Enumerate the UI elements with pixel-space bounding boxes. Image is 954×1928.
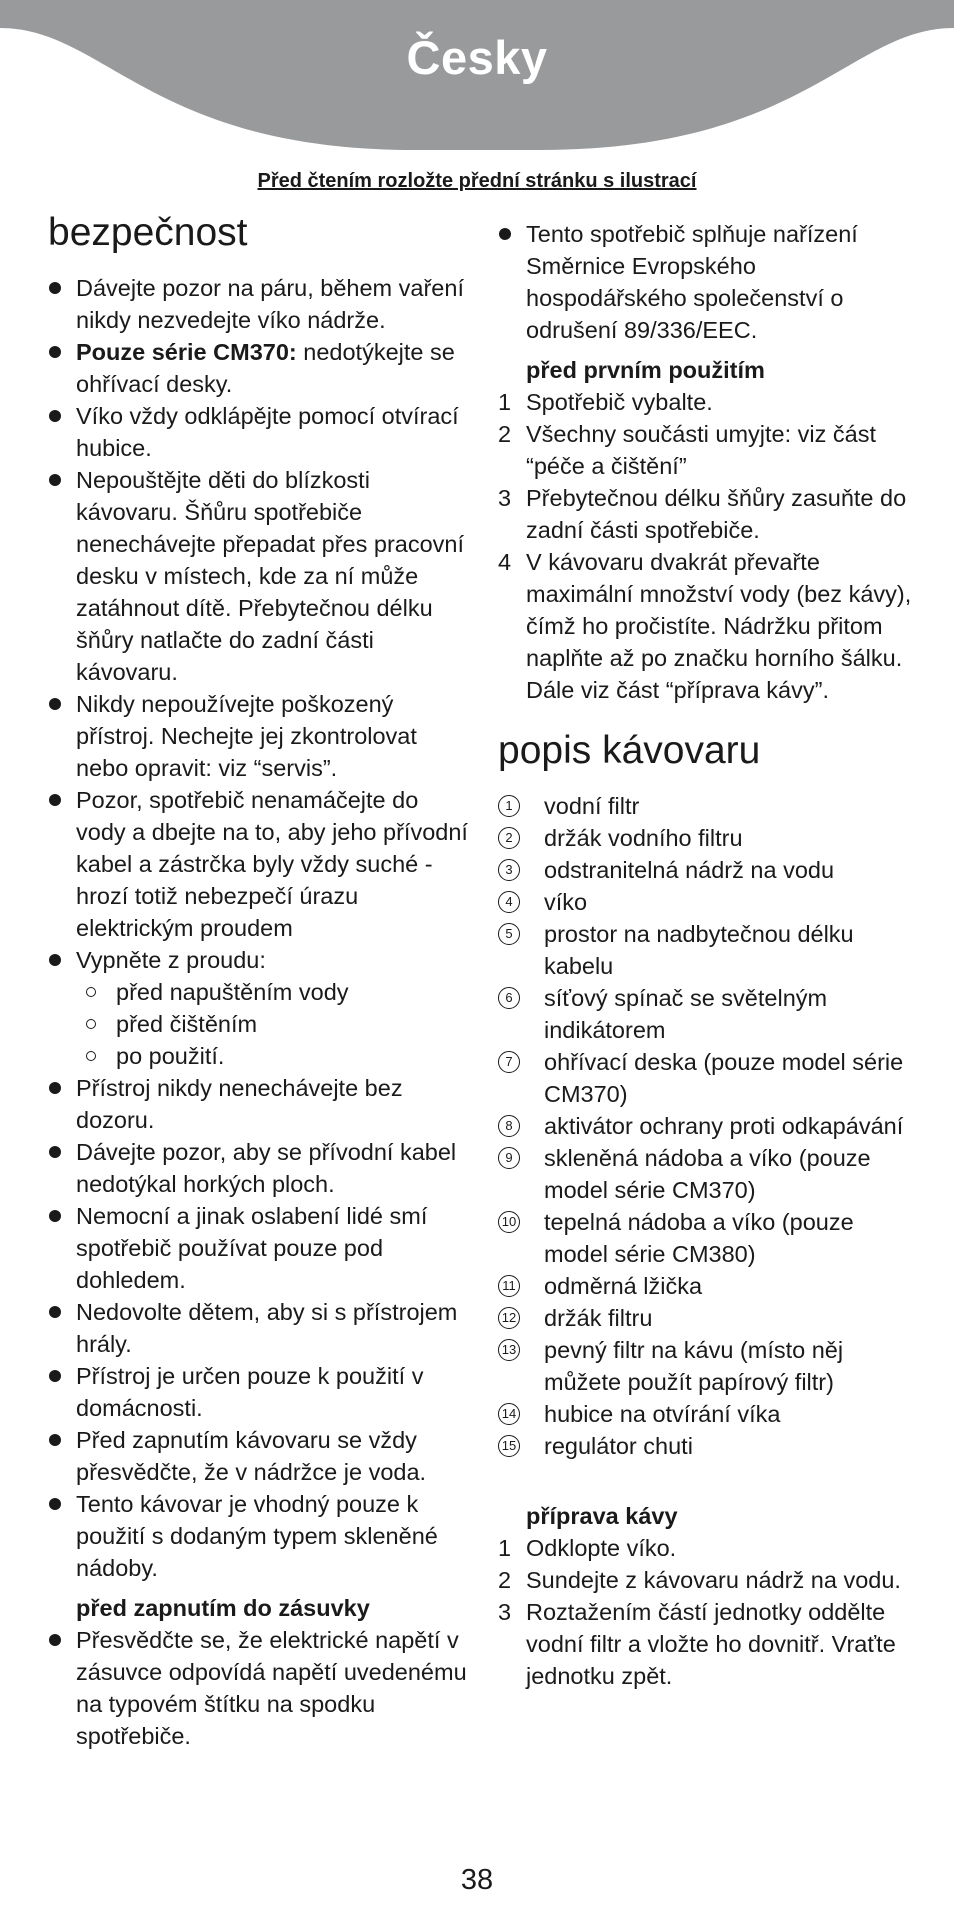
plug-heading: před zapnutím do zásuvky xyxy=(76,1595,370,1621)
circled-number: 6 xyxy=(498,987,520,1009)
list-item: 3 Roztažením částí jednotky oddělte vodní filtr a vložte ho dovnitř. Vraťte jednotku zpět. xyxy=(498,1599,896,1689)
bullet-icon xyxy=(49,1634,61,1646)
list-item: Před zapnutím kávovaru se vždy přesvědčte, že v nádržce je voda. xyxy=(48,1424,468,1488)
list-item: před napuštěním vody xyxy=(48,976,468,1008)
safety-heading: bezpečnost xyxy=(48,211,248,254)
list-item: 3 odstranitelná nádrž na vodu xyxy=(498,854,923,886)
list-item: Dávejte pozor na páru, během vaření nikdy nezvedejte víko nádrže. xyxy=(48,272,468,336)
list-item: 9 skleněná nádoba a víko (pouze model série CM370) xyxy=(498,1142,923,1206)
list-item: po použití. xyxy=(48,1040,468,1072)
unplug-list xyxy=(48,976,468,1072)
brewing-steps xyxy=(498,1532,923,1692)
list-item: Vypněte z proudu: xyxy=(48,944,468,976)
circled-number: 3 xyxy=(498,859,520,881)
list-item: Přístroj je určen pouze k použití v domácnosti. xyxy=(48,1360,468,1424)
list-item: 2 Sundejte z kávovaru nádrž na vodu. xyxy=(498,1567,901,1593)
safety-list-continued xyxy=(48,1072,468,1584)
list-item: 11 odměrná lžička xyxy=(498,1270,923,1302)
list-item: Nikdy nepoužívejte poškozený přístroj. Nechejte jej zkontrolovat nebo opravit: viz “servis”. xyxy=(48,688,468,784)
list-item: 6 síťový spínač se světelným indikátorem xyxy=(498,982,923,1046)
circled-number: 2 xyxy=(498,827,520,849)
list-item: Víko vždy odklápějte pomocí otvírací hubice. xyxy=(48,400,468,464)
circled-number: 15 xyxy=(498,1435,520,1457)
list-item: 10 tepelná nádoba a víko (pouze model série CM380) xyxy=(498,1206,923,1270)
list-item: Přístroj nikdy nenechávejte bez dozoru. xyxy=(48,1072,468,1136)
circled-number: 9 xyxy=(498,1147,520,1169)
bullet-icon xyxy=(49,1210,61,1222)
bullet-icon xyxy=(49,282,61,294)
list-item: 12 držák filtru xyxy=(498,1302,923,1334)
list-item: Pozor, spotřebič nenamáčejte do vody a dbejte na to, aby jeho přívodní kabel a zástrčka byly vždy suché - hrozí totiž nebezpečí úrazu elektrickým proudem xyxy=(48,784,468,944)
list-item: 4 víko xyxy=(498,886,923,918)
list-item: 4 V kávovaru dvakrát převařte maximální množství vody (bez kávy), čímž ho pročistíte. Nádržku přitom naplňte až po značku horního šálku. Dále viz část “příprava kávy”. xyxy=(498,549,912,703)
bullet-icon xyxy=(49,474,61,486)
list-item: 1 vodní filtr xyxy=(498,790,923,822)
first-use-heading: před prvním použitím xyxy=(526,357,765,383)
page-number: 38 xyxy=(460,1864,494,1896)
list-item: 15 regulátor chuti xyxy=(498,1430,923,1462)
circled-number: 5 xyxy=(498,923,520,945)
instruction-subheading: Před čtením rozložte přední stránku s ilustrací xyxy=(257,170,697,192)
list-item: Nedovolte dětem, aby si s přístrojem hrály. xyxy=(48,1296,468,1360)
bullet-icon xyxy=(49,1082,61,1094)
list-item: před čištěním xyxy=(48,1008,468,1040)
circled-number: 14 xyxy=(498,1403,520,1425)
plug-list xyxy=(48,1624,468,1752)
plug-list-continued xyxy=(498,218,923,346)
bullet-icon xyxy=(49,1498,61,1510)
bullet-icon xyxy=(49,1434,61,1446)
list-item: 2 Všechny součásti umyjte: viz část “péče a čištění” xyxy=(498,421,877,479)
bullet-icon xyxy=(49,954,61,966)
brewing-heading: příprava kávy xyxy=(526,1503,678,1529)
circle-bullet-icon xyxy=(86,1019,96,1029)
circled-number: 12 xyxy=(498,1307,520,1329)
bullet-icon xyxy=(49,346,61,358)
list-item: Pouze série CM370: nedotýkejte se ohřívací desky. xyxy=(48,336,468,400)
circled-number: 13 xyxy=(498,1339,520,1361)
bullet-icon xyxy=(499,228,511,240)
bullet-icon xyxy=(49,698,61,710)
parts-list xyxy=(498,790,923,1462)
list-item: Tento spotřebič splňuje nařízení Směrnice Evropského hospodářského společenství o odrušení 89/336/EEC. xyxy=(498,218,923,346)
safety-list xyxy=(48,272,468,976)
list-item: Nepouštějte děti do blízkosti kávovaru. Šňůru spotřebiče nenechávejte přepadat přes pracovní desku v místech, kde za ní může zatáhnout dítě. Přebytečnou délku šňůry natlačte do zadní části kávovaru. xyxy=(48,464,468,688)
circled-number: 7 xyxy=(498,1051,520,1073)
circled-number: 10 xyxy=(498,1211,520,1233)
bullet-icon xyxy=(49,1370,61,1382)
list-item: 2 držák vodního filtru xyxy=(498,822,923,854)
list-item: 14 hubice na otvírání víka xyxy=(498,1398,923,1430)
bullet-icon xyxy=(49,410,61,422)
list-item: 8 aktivátor ochrany proti odkapávání xyxy=(498,1110,923,1142)
list-item: 13 pevný filtr na kávu (místo něj můžete použít papírový filtr) xyxy=(498,1334,923,1398)
first-use-steps xyxy=(498,386,923,706)
list-item: 5 prostor na nadbytečnou délku kabelu xyxy=(498,918,923,982)
list-item: 7 ohřívací deska (pouze model série CM370) xyxy=(498,1046,923,1110)
circle-bullet-icon xyxy=(86,1051,96,1061)
circled-number: 11 xyxy=(498,1275,520,1297)
list-item: Přesvědčte se, že elektrické napětí v zásuvce odpovídá napětí uvedenému na typovém štítku na spodku spotřebiče. xyxy=(48,1624,468,1752)
language-title: Česky xyxy=(406,31,548,84)
header-banner xyxy=(0,0,954,160)
list-item: Nemocní a jinak oslabení lidé smí spotřebič používat pouze pod dohledem. xyxy=(48,1200,468,1296)
list-item: Dávejte pozor, aby se přívodní kabel nedotýkal horkých ploch. xyxy=(48,1136,468,1200)
circled-number: 1 xyxy=(498,795,520,817)
bullet-icon xyxy=(49,1146,61,1158)
bullet-icon xyxy=(49,794,61,806)
list-item: Tento kávovar je vhodný pouze k použití s dodaným typem skleněné nádoby. xyxy=(48,1488,468,1584)
circle-bullet-icon xyxy=(86,987,96,997)
left-column xyxy=(48,210,468,1752)
circled-number: 4 xyxy=(498,891,520,913)
right-column xyxy=(498,218,923,1692)
list-item: 1 Spotřebič vybalte. xyxy=(498,389,713,415)
description-heading: popis kávovaru xyxy=(498,729,761,772)
list-item: 1 Odklopte víko. xyxy=(498,1535,677,1561)
bullet-icon xyxy=(49,1306,61,1318)
circled-number: 8 xyxy=(498,1115,520,1137)
list-item: 3 Přebytečnou délku šňůry zasuňte do zadní části spotřebiče. xyxy=(498,485,907,543)
